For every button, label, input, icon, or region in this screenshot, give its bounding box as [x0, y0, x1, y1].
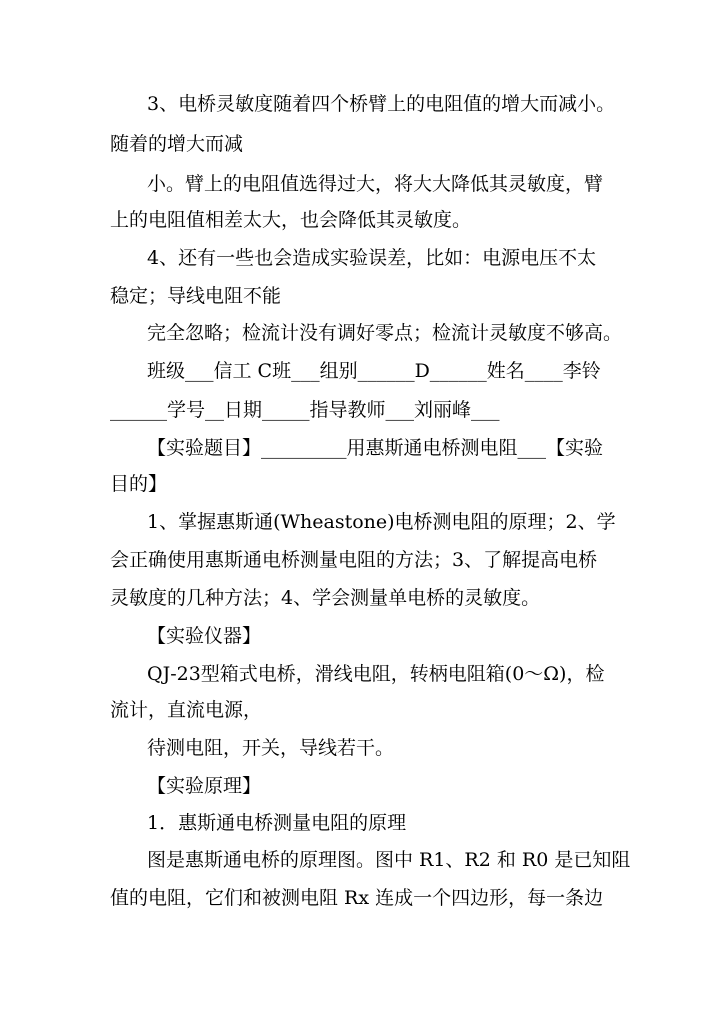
text-line: 上的电阻值相差太大，也会降低其灵敏度。	[110, 209, 472, 231]
text-line: 班级___信工 C班___组别______D______姓名____李铃	[147, 360, 601, 382]
text-line: 随着的增大而减	[110, 133, 244, 155]
text-line: 会正确使用惠斯通电桥测量电阻的方法；3、了解提高电桥	[110, 549, 598, 571]
text-line: 值的电阻，它们和被测电阻 Rx 连成一个四边形，每一条边	[110, 887, 604, 909]
text-line: 小。臂上的电阻值选得过大，将大大降低其灵敏度，臂	[147, 173, 604, 195]
text-line: QJ-23型箱式电桥，滑线电阻，转柄电阻箱(0～Ω)，检	[147, 663, 605, 685]
text-line: 待测电阻，开关，导线若干。	[147, 737, 395, 759]
text-line: 目的】	[110, 473, 168, 495]
text-line: 稳定；导线电阻不能	[110, 285, 282, 307]
subsection-heading: 1．惠斯通电桥测量电阻的原理	[147, 812, 407, 834]
section-heading-instruments: 【实验仪器】	[147, 625, 262, 647]
section-heading-principle: 【实验原理】	[147, 775, 262, 797]
text-line: ______学号__日期_____指导教师___刘丽峰___	[110, 399, 500, 421]
text-line: 4、还有一些也会造成实验误差，比如：电源电压不太	[147, 247, 597, 269]
text-line: 流计，直流电源，	[110, 699, 263, 721]
text-line: 灵敏度的几种方法；4、学会测量单电桥的灵敏度。	[110, 587, 541, 609]
text-line: 3、电桥灵敏度随着四个桥臂上的电阻值的增大而减小。	[147, 93, 616, 115]
text-line: 完全忽略；检流计没有调好零点；检流计灵敏度不够高。	[147, 322, 623, 344]
text-line: 1、掌握惠斯通(Wheastone)电桥测电阻的原理；2、学	[147, 511, 616, 533]
text-line: 图是惠斯通电桥的原理图。图中 R1、R2 和 R0 是已知阻	[147, 849, 631, 871]
section-heading-title: 【实验题目】_________用惠斯通电桥测电阻___【实验	[147, 437, 604, 459]
